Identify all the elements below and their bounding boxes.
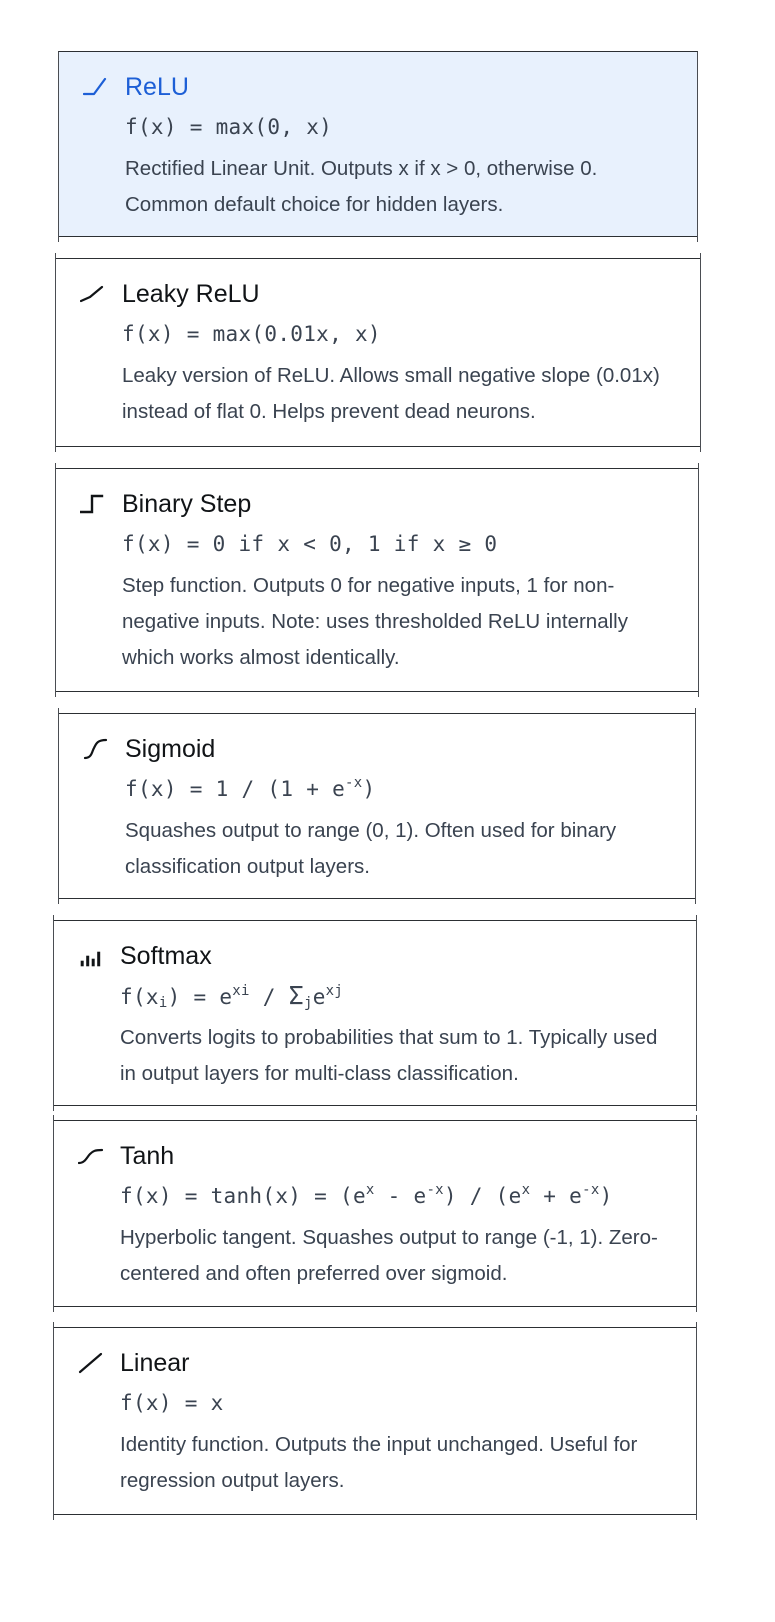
option-title: Linear: [120, 1349, 190, 1377]
option-card-binary-step[interactable]: [55, 468, 699, 692]
option-card-sigmoid[interactable]: [58, 713, 696, 899]
option-description: Identity function. Outputs the input unchanged. Useful for regression output layers.: [120, 1433, 638, 1492]
option-description: Squashes output to range (0, 1). Often used for binary classification output layers.: [125, 819, 617, 878]
option-card-softmax[interactable]: [53, 920, 697, 1106]
tanh-curve-icon: [78, 1143, 104, 1169]
option-formula: f(x) = max(0.01x, x): [122, 322, 381, 346]
option-description: Leaky version of ReLU. Allows small negative slope (0.01x) instead of flat 0. Helps prevent dead neurons.: [122, 364, 660, 423]
option-formula: $f(x) = 1 / (1 + e^{-x})$: [125, 775, 376, 801]
bar-chart-icon: [78, 943, 104, 969]
option-formula: $f(x) = \tanh(x) = (e^x - e^{-x}) / (e^x + e^{-x})$: [120, 1182, 613, 1208]
option-card-linear[interactable]: [53, 1327, 697, 1515]
option-title: Sigmoid: [125, 735, 216, 763]
option-formula: f(x) = 0 if x < 0, 1 if x ≥ 0: [122, 532, 498, 556]
relu-curve-icon: [83, 74, 109, 100]
option-description: Converts logits to probabilities that sum to 1. Typically used in output layers for multi-class classification.: [120, 1026, 658, 1085]
option-title: Binary Step: [122, 490, 252, 518]
step-curve-icon: [80, 491, 106, 517]
leaky-relu-curve-icon: [80, 281, 106, 307]
sigmoid-curve-icon: [83, 736, 109, 762]
option-title: Softmax: [120, 942, 212, 970]
option-card-tanh[interactable]: [53, 1120, 697, 1307]
option-formula: f(x) = max(0, x): [125, 115, 333, 139]
option-description: Rectified Linear Unit. Outputs x if x > 0, otherwise 0. Common default choice for hidden layers.: [125, 157, 598, 216]
option-title: Tanh: [120, 1142, 175, 1170]
option-description: Step function. Outputs 0 for negative inputs, 1 for non-negative inputs. Note: uses thresholded ReLU internally which works almost identically.: [122, 574, 628, 669]
linear-curve-icon: [78, 1350, 104, 1376]
option-card-relu[interactable]: [58, 51, 698, 237]
option-card-leaky-relu[interactable]: [55, 258, 701, 447]
option-description: Hyperbolic tangent. Squashes output to range (-1, 1). Zero-centered and often preferred over sigmoid.: [120, 1226, 658, 1285]
option-title: Leaky ReLU: [122, 280, 260, 308]
option-formula: f(x) = x: [120, 1391, 224, 1415]
option-formula: $f(x_i) = e^{xi} / \Sigma_je^{xj}$: [120, 981, 344, 1011]
option-title: ReLU: [125, 73, 189, 101]
